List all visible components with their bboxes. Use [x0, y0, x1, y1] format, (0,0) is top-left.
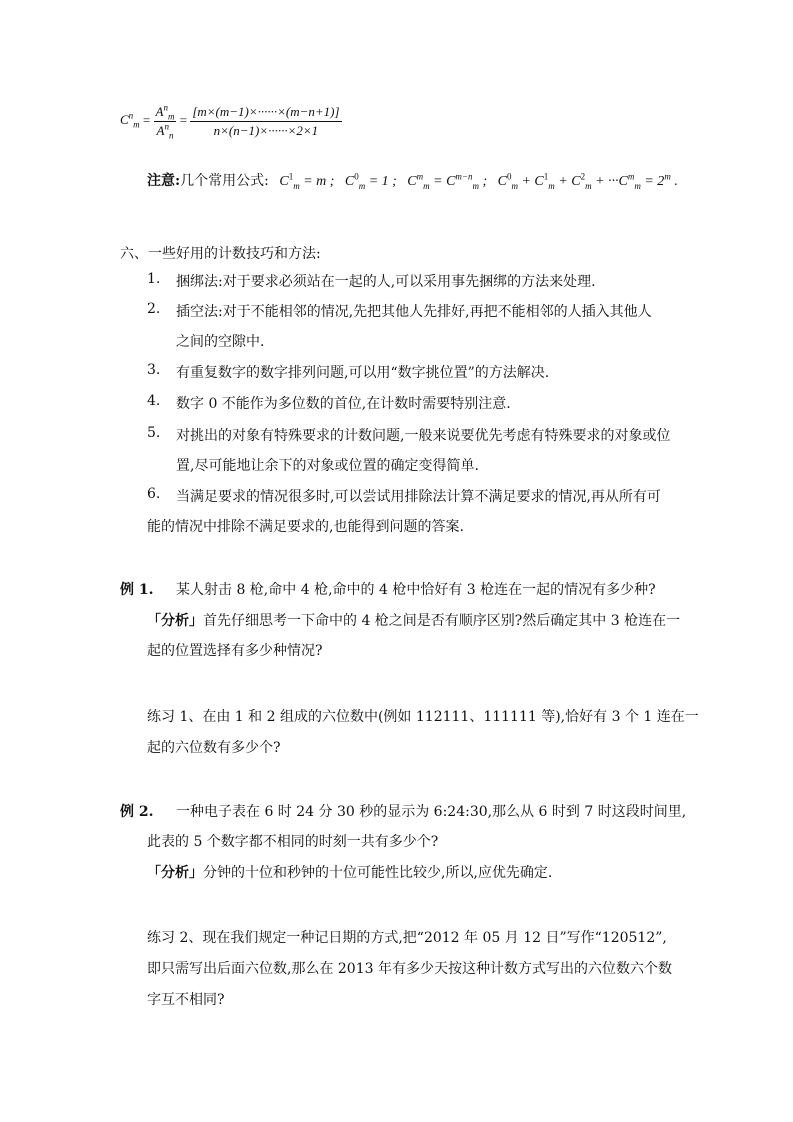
- equals-sign: =: [179, 112, 188, 128]
- example-1-text: 某人射击 8 枪,命中 4 枪,命中的 4 枪中恰好有 3 枪连在一起的情况有多少种?: [176, 582, 656, 598]
- example-2-label: 例 2.: [120, 804, 154, 820]
- example-1-analysis: [147, 610, 680, 630]
- fraction-product: $\frac{[m\times(m-1)\times\cdot\cdot\cdot\cdot\cdot\cdot\times(m-n+1)]}{n\times(n-1)\times\cdot\cdot\cdot\cdot\cdot\cdot\times 2\times 1}$: [192, 104, 340, 138]
- list-item-number: 1.: [147, 271, 161, 287]
- exercise-1-line: 起的六位数有多少个?: [147, 740, 281, 756]
- note-text: 几个常用公式:: [180, 173, 269, 189]
- note-label: 注意:: [147, 173, 181, 189]
- list-item-text: 置,尽可能地让余下的对象或位置的确定变得简单.: [176, 458, 479, 474]
- combination-formula: [120, 104, 342, 139]
- analysis-label: 「分析」: [147, 613, 203, 629]
- example-1-analysis-cont: 起的位置选择有多少种情况?: [147, 643, 323, 659]
- list-item-text: 插空法:对于不能相邻的情况,先把其他人先排好,再把不能相邻的人插入其他人: [176, 304, 652, 320]
- list-item-number: 3.: [147, 362, 161, 378]
- list-item-number: 4.: [147, 393, 161, 409]
- list-item-number: 2.: [147, 301, 161, 317]
- equals-sign: =: [142, 112, 151, 128]
- example-2-text: 此表的 5 个数字都不相同的时刻一共有多少个?: [147, 834, 439, 850]
- example-2-analysis: [147, 862, 552, 882]
- example-2-text: 一种电子表在 6 时 24 分 30 秒的显示为 6:24:30,那么从 6 时到 7 时这段时间里,: [176, 804, 687, 820]
- formula-sum: $C^0_m + C^1_m + C^2_m + \cdot\cdot\cdot C^m_m = 2^m$ .: [497, 171, 678, 191]
- analysis-label: 「分析」: [147, 865, 203, 881]
- formula-c-m-0: $C^0_m = 1$ ;: [344, 171, 397, 191]
- section-heading: 六、一些好用的计数技巧和方法:: [120, 246, 321, 262]
- exercise-1-line: 练习 1、在由 1 和 2 组成的六位数中(例如 112111、111111 等),恰好有 3 个 1 连在一: [147, 709, 699, 725]
- formula-c-m-1: $C^1_m = m$ ;: [279, 171, 335, 191]
- example-1-label: 例 1.: [120, 582, 154, 598]
- list-item-text: 捆绑法:对于要求必须站在一起的人,可以采用事先捆绑的方法来处理.: [176, 274, 596, 290]
- formula-symmetry: $C^m_m = C^{m-n}_m$ ;: [407, 171, 488, 191]
- list-item-text: 对挑出的对象有特殊要求的计数问题,一般来说要优先考虑有特殊要求的对象或位: [176, 428, 671, 444]
- exercise-2-line: 练习 2、现在我们规定一种记日期的方式,把“2012 年 05 月 12 日”写作“120512”,: [147, 930, 667, 946]
- list-item-text: 有重复数字的数字排列问题,可以用“数字挑位置”的方法解决.: [176, 365, 550, 381]
- note-line: [147, 170, 678, 190]
- list-item-text: 之间的空隙中.: [176, 334, 265, 350]
- fraction-a-over-a: $\frac{A^n_m}{A^n_n}$: [155, 102, 175, 141]
- exercise-2-line: 即只需写出后面六位数,那么在 2013 年有多少天按这种计数方式写出的六位数六个数: [147, 961, 672, 977]
- list-item-text: 当满足要求的情况很多时,可以尝试用排除法计算不满足要求的情况,再从所有可: [176, 489, 661, 505]
- analysis-text: 首先仔细思考一下命中的 4 枪之间是否有顺序区别?然后确定其中 3 枪连在一: [203, 613, 681, 629]
- formula-lhs: $C^n_m$: [120, 111, 140, 131]
- analysis-text: 分钟的十位和秒钟的十位可能性比较少,所以,应优先确定.: [203, 865, 553, 881]
- exercise-2-line: 字互不相同?: [147, 992, 225, 1008]
- list-item-text: 能的情况中排除不满足要求的,也能得到问题的答案.: [147, 519, 464, 535]
- list-item-number: 6.: [147, 486, 161, 502]
- list-item-number: 5.: [147, 425, 161, 441]
- list-item-text: 数字 0 不能作为多位数的首位,在计数时需要特别注意.: [176, 396, 511, 412]
